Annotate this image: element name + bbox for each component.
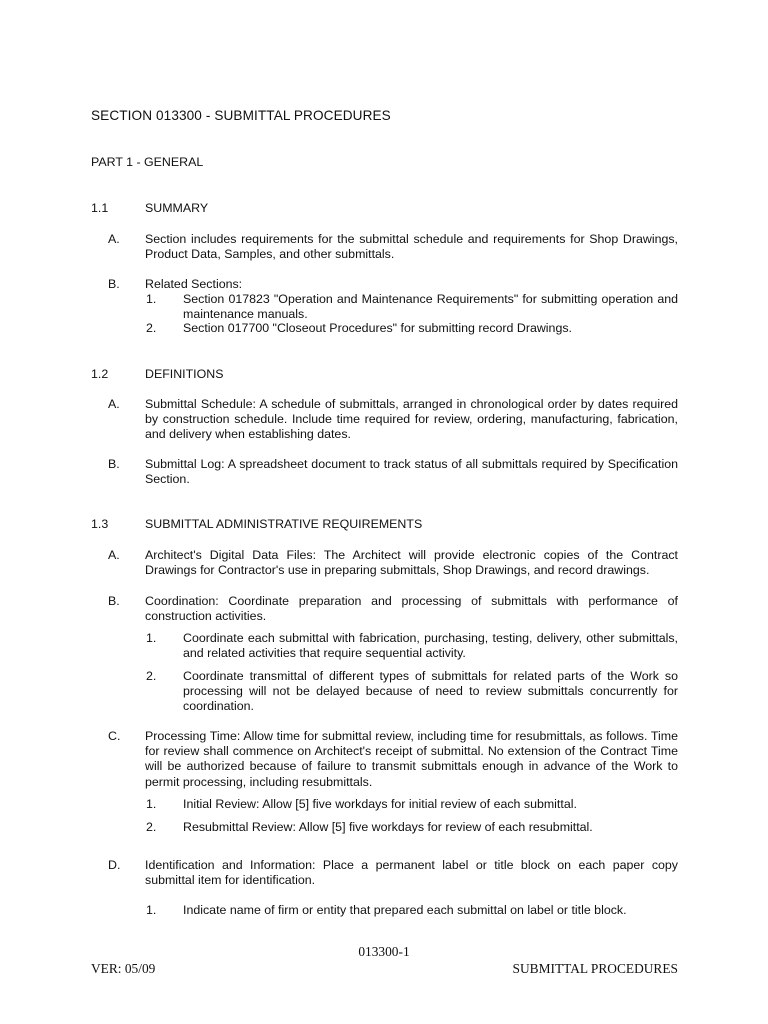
article-title: DEFINITIONS xyxy=(145,367,224,381)
paragraph-letter: C. xyxy=(108,729,121,743)
paragraph-text: Processing Time: Allow time for submittal review, including time for resubmittals, as follows. Time for review shall commence on Architect's receipt of submittal. No extension of the Contract Time will be authorized because of failure to transmit submittals enough in advance of the Work to permit processing, including resubmittals. xyxy=(145,729,678,789)
part-title: PART 1 - GENERAL xyxy=(91,155,204,169)
subparagraph-text: Coordinate transmittal of different types of submittals for related parts of the Work so processing will not be delayed because of need to review submittals concurrently for coordination. xyxy=(183,669,678,714)
paragraph-text: Submittal Log: A spreadsheet document to track status of all submittals required by Specification Section. xyxy=(145,457,678,487)
subparagraph-number: 2. xyxy=(146,669,157,683)
paragraph-letter: A. xyxy=(108,232,120,246)
subparagraph-number: 1. xyxy=(146,797,157,811)
paragraph-text: Related Sections: xyxy=(145,277,243,291)
article-number: 1.2 xyxy=(91,367,109,381)
subparagraph-text: Section 017823 "Operation and Maintenance Requirements" for submitting operation and maintenance manuals. xyxy=(183,292,678,322)
page-number: 013300-1 xyxy=(358,944,410,959)
subparagraph-number: 2. xyxy=(146,820,157,834)
paragraph-text: Identification and Information: Place a permanent label or title block on each paper copy submittal item for identification. xyxy=(145,858,678,888)
version-label: VER: 05/09 xyxy=(91,961,156,976)
subparagraph-number: 1. xyxy=(146,631,157,645)
article-title: SUMMARY xyxy=(145,201,209,215)
subparagraph-number: 1. xyxy=(146,292,157,306)
paragraph-text: Submittal Schedule: A schedule of submittals, arranged in chronological order by dates required by construction schedule. Include time required for review, ordering, manufacturing, fabrication, and delivery when establishing dates. xyxy=(145,397,678,442)
article-number: 1.1 xyxy=(91,201,109,215)
footer-section-name: SUBMITTAL PROCEDURES xyxy=(512,961,678,976)
paragraph-letter: A. xyxy=(108,548,120,562)
paragraph-text: Coordination: Coordinate preparation and processing of submittals with performance of construction activities. xyxy=(145,594,678,624)
subparagraph-text: Coordinate each submittal with fabrication, purchasing, testing, delivery, other submittals, and related activities that require sequential activity. xyxy=(183,631,678,661)
subparagraph-text: Initial Review: Allow [5] five workdays for initial review of each submittal. xyxy=(183,797,577,811)
subparagraph-text: Section 017700 "Closeout Procedures" for submitting record Drawings. xyxy=(183,321,572,335)
paragraph-letter: B. xyxy=(108,457,120,471)
paragraph-text: Architect's Digital Data Files: The Architect will provide electronic copies of the Contract Drawings for Contractor's use in preparing submittals, Shop Drawings, and record drawings. xyxy=(145,548,678,578)
article-title: SUBMITTAL ADMINISTRATIVE REQUIREMENTS xyxy=(145,517,423,531)
paragraph-letter: B. xyxy=(108,594,120,608)
subparagraph-text: Resubmittal Review: Allow [5] five workdays for review of each resubmittal. xyxy=(183,820,593,834)
paragraph-letter: B. xyxy=(108,277,120,291)
subparagraph-number: 2. xyxy=(146,321,157,335)
paragraph-text: Section includes requirements for the submittal schedule and requirements for Shop Drawings, Product Data, Samples, and other submittals. xyxy=(145,232,678,262)
article-number: 1.3 xyxy=(91,517,109,531)
subparagraph-text: Indicate name of firm or entity that prepared each submittal on label or title block. xyxy=(183,903,627,917)
paragraph-letter: A. xyxy=(108,397,120,411)
section-title: SECTION 013300 - SUBMITTAL PROCEDURES xyxy=(91,108,391,123)
subparagraph-number: 1. xyxy=(146,903,157,917)
paragraph-letter: D. xyxy=(108,858,121,872)
